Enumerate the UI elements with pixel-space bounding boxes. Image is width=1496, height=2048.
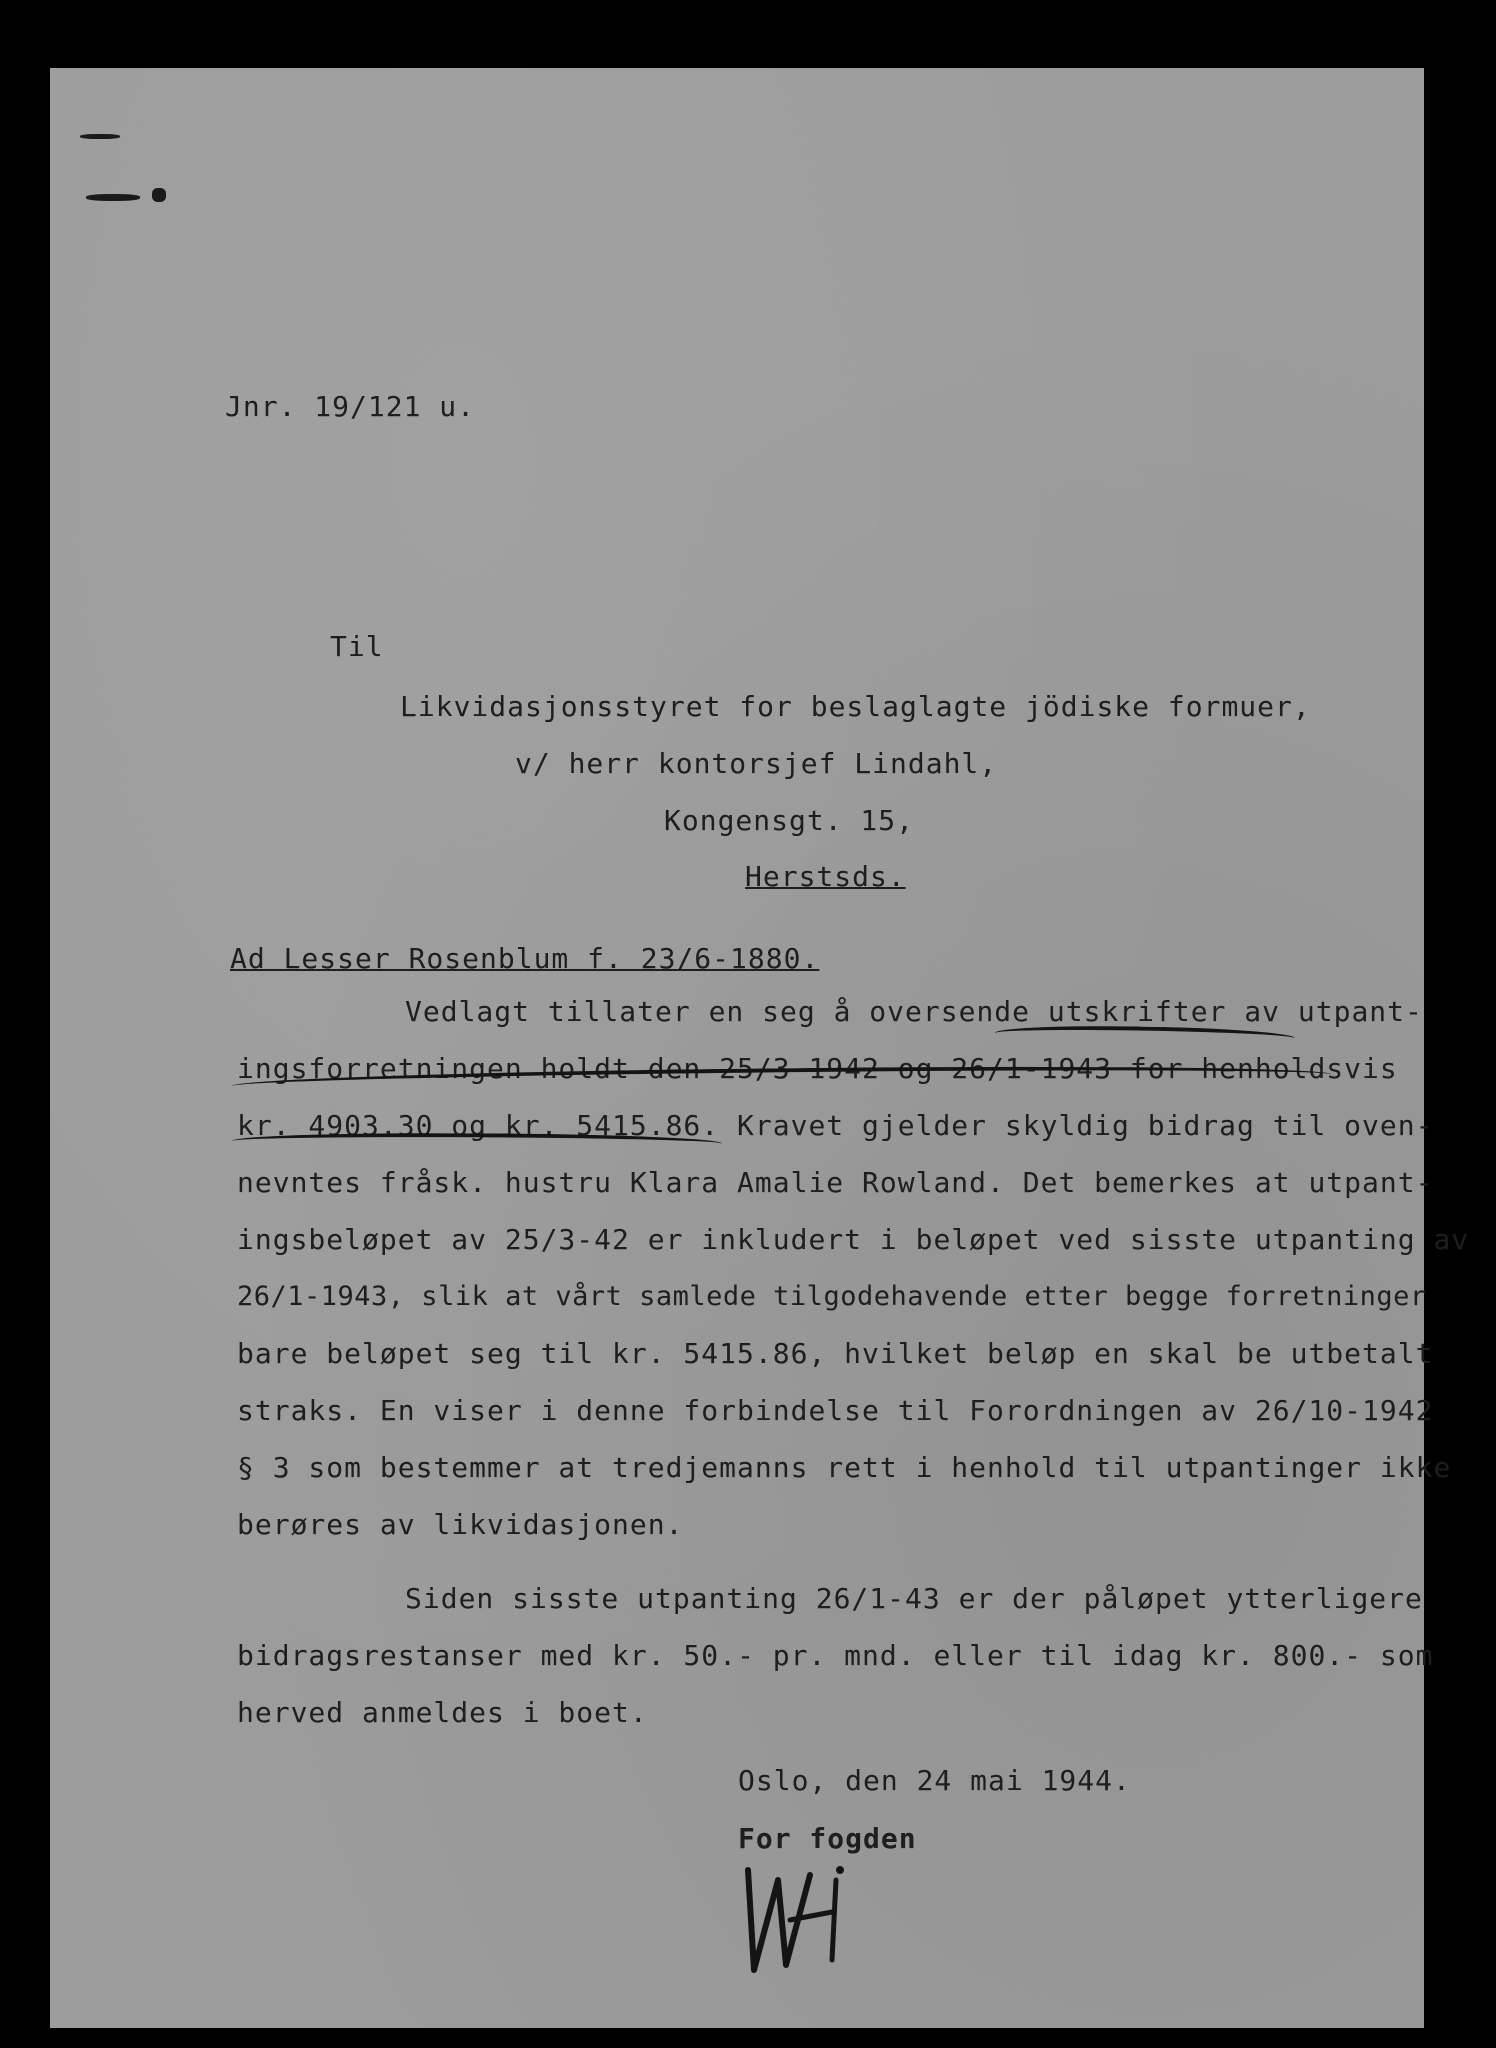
body-line: ingsbeløpet av 25/3-42 er inkludert i beløpet ved sisste utpanting av bbox=[237, 1223, 1470, 1256]
body-line: herved anmeldes i boet. bbox=[237, 1696, 648, 1729]
closing-date: Oslo, den 24 mai 1944. bbox=[738, 1764, 1131, 1797]
body-line: ingsforretningen holdt den 25/3-1942 og 26/1-1943 for henholdsvis bbox=[237, 1052, 1398, 1085]
body-line: bare beløpet seg til kr. 5415.86, hvilket beløp en skal be utbetalt bbox=[237, 1337, 1434, 1370]
body-line: kr. 4903.30 og kr. 5415.86. Kravet gjelder skyldig bidrag til oven- bbox=[237, 1109, 1434, 1142]
body-line: 26/1-1943, slik at vårt samlede tilgodehavende etter begge forretninger bbox=[237, 1281, 1427, 1312]
ink-mark bbox=[86, 194, 140, 201]
body-line: straks. En viser i denne forbindelse til Forordningen av 26/10-1942 bbox=[237, 1394, 1434, 1427]
recipient-attention: v/ herr kontorsjef Lindahl, bbox=[515, 747, 998, 780]
body-line: Vedlagt tillater en seg å oversende utskrifter av utpant- bbox=[405, 995, 1423, 1028]
body-line: § 3 som bestemmer at tredjemanns rett i henhold til utpantinger ikke bbox=[237, 1451, 1452, 1484]
subject-line: Ad Lesser Rosenblum f. 23/6-1880. bbox=[230, 942, 820, 975]
body-line: Siden sisste utpanting 26/1-43 er der påløpet ytterligere bbox=[405, 1582, 1423, 1615]
body-line: nevntes fråsk. hustru Klara Amalie Rowland. Det bemerkes at utpant- bbox=[237, 1166, 1434, 1199]
recipient-street: Kongensgt. 15, bbox=[664, 804, 915, 837]
recipient-city: Herstsds. bbox=[745, 860, 906, 893]
body-line: berøres av likvidasjonen. bbox=[237, 1508, 684, 1541]
closing-signoff: For fogden bbox=[738, 1822, 917, 1855]
recipient-salutation: Til bbox=[330, 630, 384, 663]
recipient-organization: Likvidasjonsstyret for beslaglagte jödiske formuer, bbox=[400, 690, 1311, 723]
ink-mark bbox=[152, 188, 166, 202]
ink-mark bbox=[80, 134, 120, 139]
signature bbox=[740, 1860, 880, 1980]
journal-number: Jnr. 19/121 u. bbox=[225, 390, 476, 423]
body-line: bidragsrestanser med kr. 50.- pr. mnd. eller til idag kr. 800.- som bbox=[237, 1639, 1434, 1672]
document-page bbox=[50, 68, 1424, 2028]
